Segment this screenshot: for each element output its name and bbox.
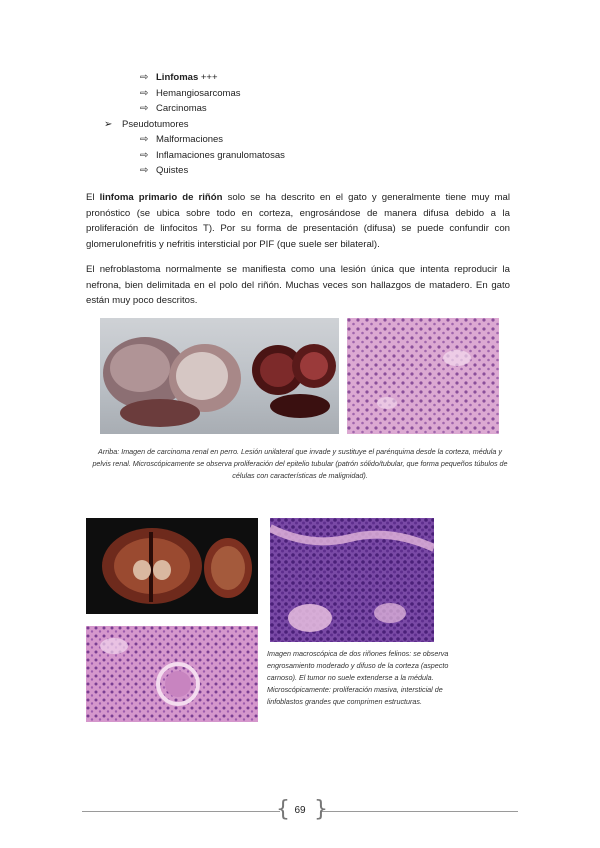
- dog-kidney-illustration: [100, 318, 339, 434]
- footer-rule-left: [82, 811, 280, 812]
- paragraph-linfoma: El linfoma primario de riñón solo se ha descrito en el gato y generalmente tiene muy mal pronóstico (se ubica sobre todo en corteza, engrosándose de manera difusa debido a la proliferación de linfocitos T). Por su forma de presentación (difusa) se puede confundir con glomerulonefritis y nefritis intersticial por PIF (que suele ser bilateral).: [86, 192, 510, 250]
- footer-rule-right: [320, 811, 518, 812]
- photo-dog-kidney-gross: [100, 318, 339, 434]
- chevron-right-icon: ➢: [104, 119, 113, 130]
- list-item-quistes: ⇨ Quistes: [140, 163, 188, 179]
- list-item-carcinomas: ⇨ Carcinomas: [140, 101, 207, 117]
- list-item-malformaciones: ⇨ Malformaciones: [140, 132, 223, 148]
- photo-cat-kidneys-gross: [86, 518, 258, 614]
- photo-lymphoma-histology: [270, 518, 434, 642]
- list-item-linfomas: ⇨ Linfomas +++: [140, 70, 218, 86]
- photo-carcinoma-histology: [347, 318, 499, 434]
- caption-lymphoma: Imagen macroscópica de dos riñones felinos: se observa engrosamiento moderado y difuso de la corteza (aspecto carnoso). El tumor no suele extenderse a la médula. Microscópicamente: proliferación masiva, intersticial de linfoblastos grandes que comprimen estructuras.: [267, 649, 449, 706]
- arrow-right-icon: ⇨: [140, 134, 149, 145]
- right-brace-icon: }: [314, 797, 328, 822]
- arrow-right-icon: ⇨: [140, 72, 149, 83]
- list-item-inflamaciones: ⇨ Inflamaciones granulomatosas: [140, 148, 285, 164]
- caption-carcinoma: Arriba: Imagen de carcinoma renal en perro. Lesión unilateral que invade y sustituye el parénquima desde la corteza, médula y pelvis renal. Microscópicamente se observa proliferación del epitelio tubular (patrón sólido/tubular, que forma pequeños túbulos de células con características de malignidad).: [92, 447, 508, 480]
- photo-glomerulus-histology: [86, 626, 258, 722]
- list-item-hemangiosarcomas: ⇨ Hemangiosarcomas: [140, 86, 240, 102]
- arrow-right-icon: ⇨: [140, 88, 149, 99]
- histology-texture: [86, 626, 258, 722]
- left-brace-icon: {: [276, 797, 290, 822]
- histology-texture: [270, 518, 434, 642]
- histology-texture: [347, 318, 499, 434]
- cat-kidney-illustration: [86, 518, 258, 614]
- arrow-right-icon: ⇨: [140, 150, 149, 161]
- page-number: 69: [294, 805, 306, 816]
- paragraph-nefroblastoma: El nefroblastoma normalmente se manifiesta como una lesión única que intenta reproducir la nefrona, bien delimitada en el polo del riñón. Muchas veces son hallazgos de matadero. En gato están muy poco descritos.: [86, 264, 510, 306]
- arrow-right-icon: ⇨: [140, 103, 149, 114]
- outline-list: [0, 0, 600, 180]
- arrow-right-icon: ⇨: [140, 165, 149, 176]
- list-item-pseudotumores: ➢ Pseudotumores: [104, 117, 189, 133]
